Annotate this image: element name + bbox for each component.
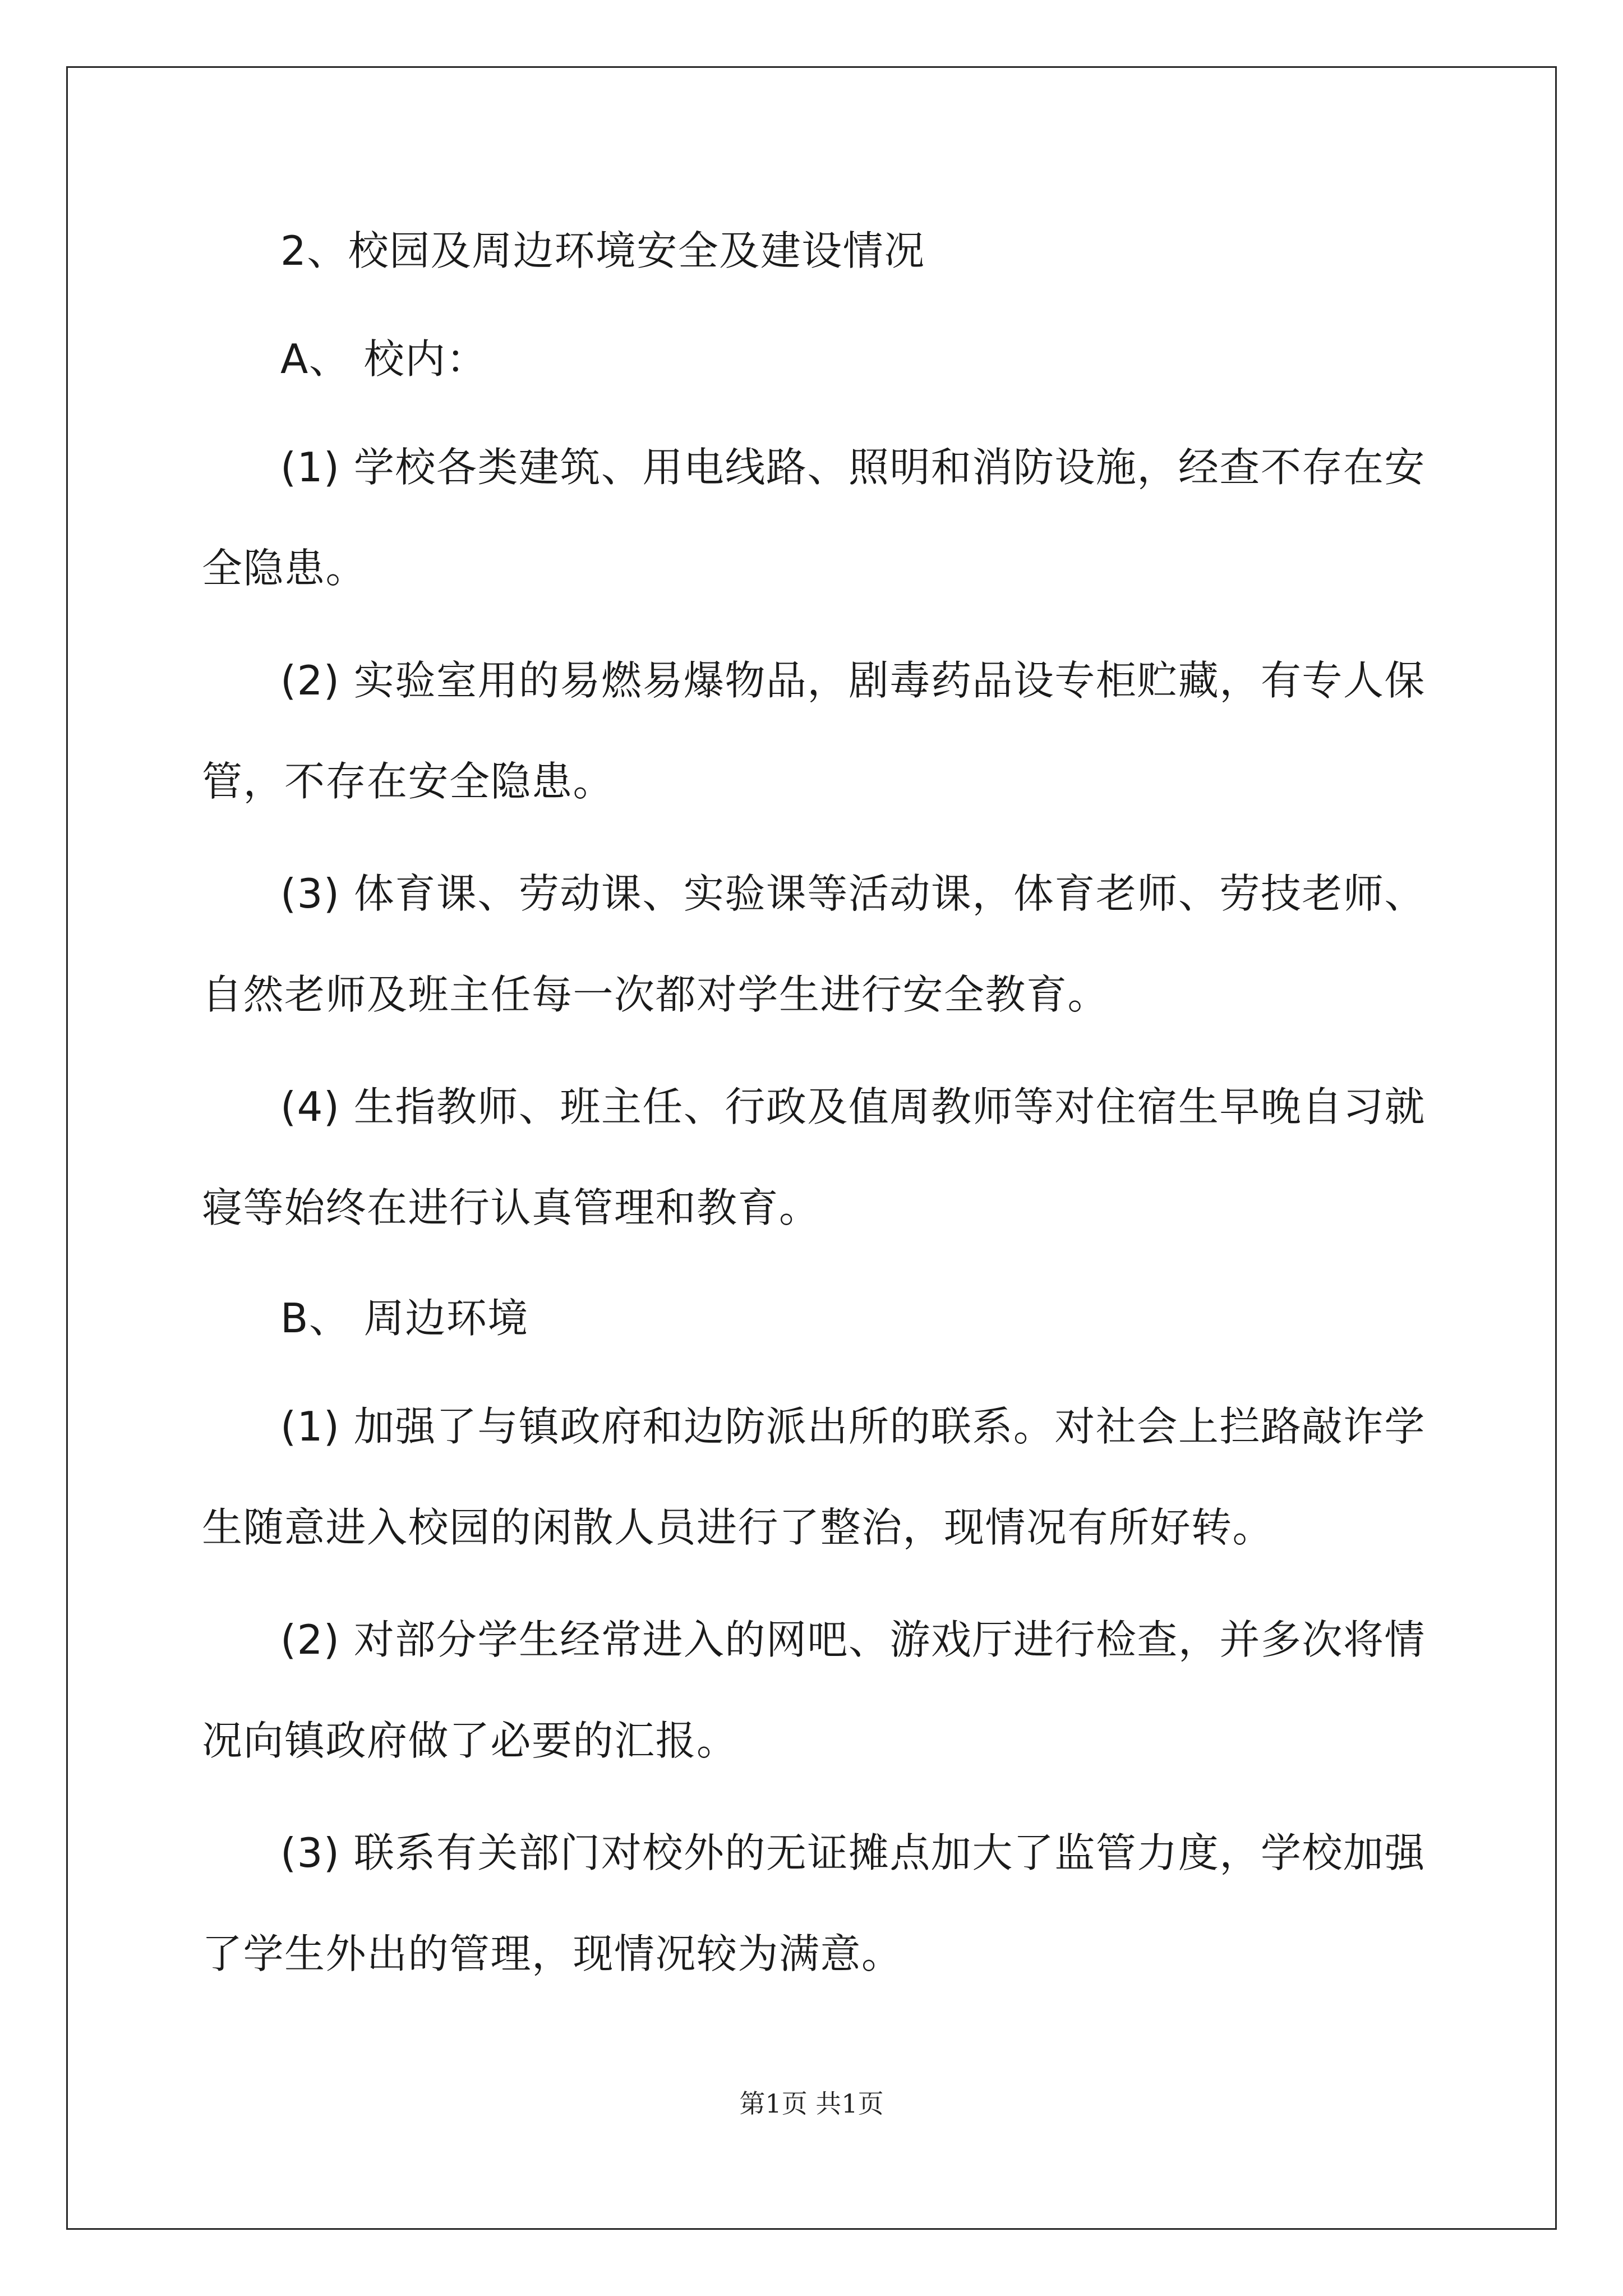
part-a-item-1-line-2: 全隐患。 (202, 545, 367, 592)
page-number-footer: 第1页 共1页 (739, 2088, 884, 2119)
part-a-item-1-line-1: (1) 学校各类建筑、用电线路、照明和消防设施，经查不存在安 (280, 444, 1426, 491)
part-a-item-3-line-2: 自然老师及班主任每一次都对学生进行安全教育。 (202, 971, 1109, 1018)
part-a-item-4-line-1: (4) 生指教师、班主任、行政及值周教师等对住宿生早晚自习就 (280, 1083, 1426, 1130)
part-b-item-1-line-2: 生随意进入校园的闲散人员进行了整治，现情况有所好转。 (202, 1504, 1274, 1551)
section-heading: 2、校园及周边环境安全及建设情况 (280, 227, 925, 274)
part-a-item-2-line-2: 管，不存在安全隐患。 (202, 758, 615, 805)
part-a-item-3-line-1: (3) 体育课、劳动课、实验课等活动课，体育老师、劳技老师、 (280, 870, 1426, 917)
part-a-item-4-line-2: 寝等始终在进行认真管理和教育。 (202, 1184, 820, 1231)
part-a-item-2-line-1: (2) 实验室用的易燃易爆物品，剧毒药品设专柜贮藏，有专人保 (280, 657, 1426, 704)
part-b-item-3-line-1: (3) 联系有关部门对校外的无证摊点加大了监管力度，学校加强 (280, 1829, 1426, 1876)
part-b-item-2-line-1: (2) 对部分学生经常进入的网吧、游戏厅进行检查，并多次将情 (280, 1616, 1426, 1663)
part-b-heading: B、 周边环境 (280, 1295, 529, 1342)
part-a-heading: A、 校内： (280, 335, 488, 383)
part-b-item-1-line-1: (1) 加强了与镇政府和边防派出所的联系。对社会上拦路敲诈学 (280, 1403, 1426, 1450)
part-b-item-2-line-2: 况向镇政府做了必要的汇报。 (202, 1717, 738, 1764)
part-b-item-3-line-2: 了学生外出的管理，现情况较为满意。 (202, 1930, 903, 1977)
page-border (66, 66, 1557, 2230)
